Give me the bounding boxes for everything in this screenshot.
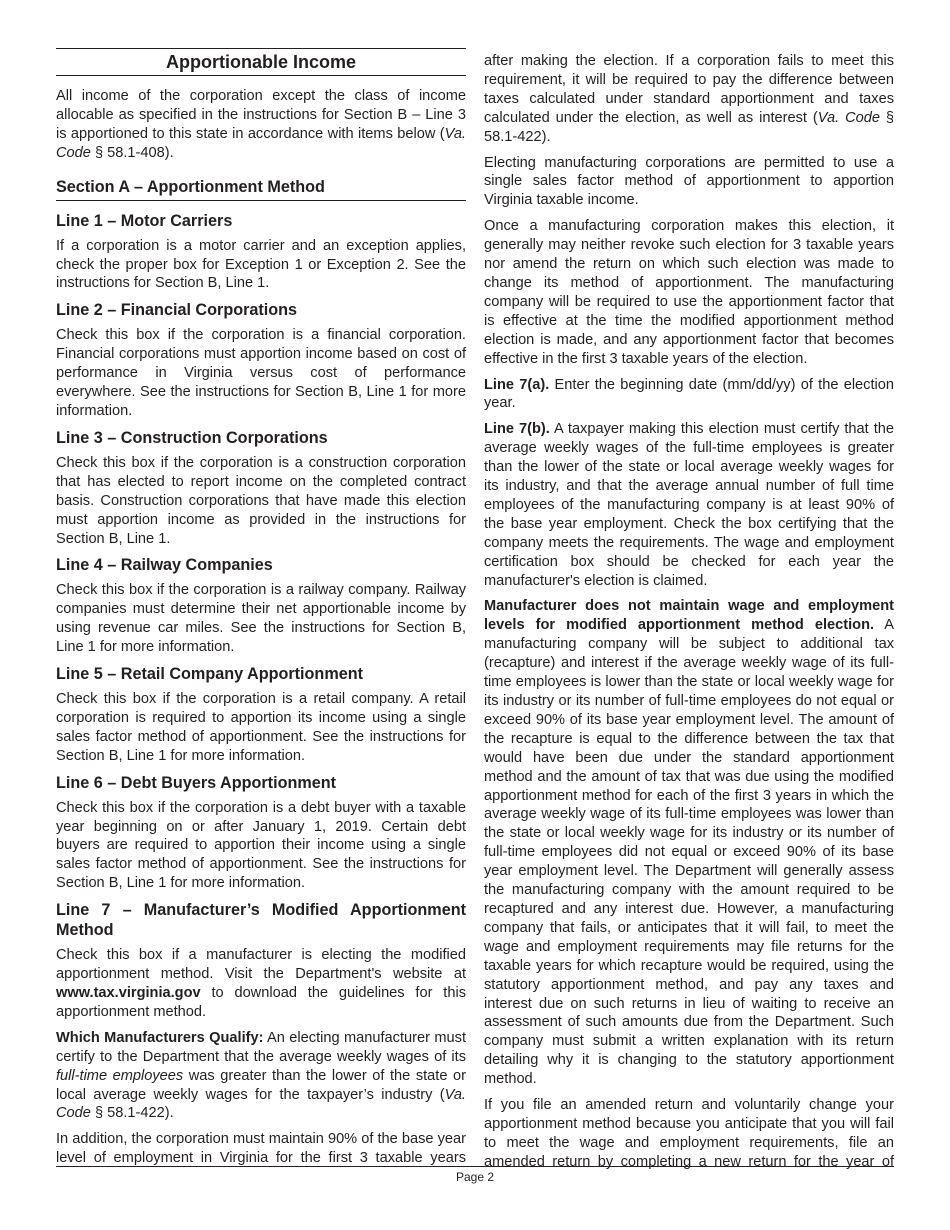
- line-1-heading: Line 1 – Motor Carriers: [56, 211, 233, 230]
- section-a-heading: Section A – Apportionment Method: [56, 177, 466, 201]
- page-title: Apportionable Income: [56, 48, 466, 76]
- addition-paragraph: In addition, the corporation must maintain 90% of the base year level of employment in Virginia for the first 3 taxable years: [56, 1131, 466, 1167]
- line-6-body: Check this box if the corporation is a debt buyer with a taxable year beginning on or after January 1, 2019. Certain debt buyers are required to apportion their income using a single sales factor method of apportionment. See the instructions for Section B, Line 1 for more information.: [56, 799, 466, 892]
- line-4-body: Check this box if the corporation is a railway company. Railway companies must determine their net apportionable income by using revenue car miles. See the instructions for Section B, Line 1 for more information.: [56, 582, 466, 656]
- line-2-body: Check this box if the corporation is a financial corporation. Financial corporations must apportion income based on cost of performance in Virginia versus cost of performance everywhere. See the instructions for Section B, Line 1 for more information.: [56, 327, 466, 419]
- line-2-heading: Line 2 – Financial Corporations: [56, 301, 298, 320]
- line-3-heading: Line 3 – Construction Corporations: [56, 428, 328, 447]
- not-maintain-paragraph: Manufacturer does not maintain wage and employment levels for modified apportionment method election. A manufacturing company will be subject to additional tax (recapture) and interest if the average weekly wage of its full-time employees is lower than the state or local weekly wage for its industry or its number of full-time employees do not equal or exceed 90% of its base year employment level. The amount of the recapture is equal to the difference between the tax that would have been due under the standard apportionment method and the amount of tax that was due using the modified apportionment method for each of the first 3 years in which the average weekly wage of its full-time employees was lower than the state or local weekly wage for its industry or its number of full-time employees did not equal or exceed 90% of its base year employment level. The Department will generally assess the manufacturing company with the amount required to be recaptured and any interest due. However, a manufacturing company that fails, or anticipates that it will fail, to meet the wage and employment requirements may file returns for the taxable years for which recapture would be required, using the statutory apportionment method, and pay any taxes and interest due on such returns in lieu of waiting to receive an assessment of such amounts due from the Department. Such company must submit a written explanation with its return detailing why it is changing to the statutory apportionment method.: [484, 598, 895, 1088]
- code-citation: Va. Code: [56, 125, 466, 161]
- line-6-heading: Line 6 – Debt Buyers Apportionment: [56, 773, 337, 792]
- website-link[interactable]: www.tax.virginia.gov: [56, 985, 201, 1001]
- line-1-body: If a corporation is a motor carrier and an exception applies, check the proper box for Exception 1 or Exception 2. See the instructions for Section B, Line 1.: [56, 237, 466, 292]
- line-7-body: Check this box if a manufacturer is electing the modified apportionment method. Visit the Department's website at www.tax.virginia.gov to download the guidelines for this apportionment method.: [56, 947, 466, 1020]
- line-3-body: Check this box if the corporation is a construction corporation that has elected to report income on the completed contract basis. Construction corporations that have made this election must apportion income as provided in the instructions for Section B, Line 1.: [56, 454, 466, 547]
- electing-paragraph: Electing manufacturing corporations are permitted to use a single sales factor method of apportionment to apportion Virginia taxable income.: [484, 154, 894, 209]
- footer-divider: [56, 1166, 894, 1167]
- left-column: [56, 87, 466, 1175]
- line-7a-paragraph: Line 7(a). Enter the beginning date (mm/dd/yy) of the election year.: [484, 376, 894, 412]
- amended-paragraph: If you file an amended return and voluntarily change your apportionment method because you anticipate that you will fail to meet the wage and employment requirements, file an amended return by completing a new return for the year of: [484, 1097, 894, 1170]
- line-7-heading: Line 7 – Manufacturer’s Modified Apportionment Method: [56, 901, 466, 940]
- qualify-lead: Which Manufacturers Qualify:: [56, 1029, 264, 1046]
- continuation-paragraph: after making the election. If a corporation fails to meet this requirement, it will be required to pay the difference between taxes calculated under standard apportionment and taxes calculated under the election, as well as interest (Va. Code § 58.1-422).: [484, 53, 895, 145]
- line-5-body: Check this box if the corporation is a retail company. A retail corporation is required to apportion its income using a single sales factor method of apportionment. See the instructions for Section B, Line 1 for more information.: [56, 691, 466, 764]
- line-4-heading: Line 4 – Railway Companies: [56, 556, 273, 575]
- page-number: Page 2: [455, 1170, 495, 1184]
- right-column: [484, 52, 894, 1179]
- line-5-heading: Line 5 – Retail Company Apportionment: [56, 665, 363, 684]
- qualify-paragraph: Which Manufacturers Qualify: An electing manufacturer must certify to the Department that the average weekly wages of its full-time employees was greater than the lower of the state or local average weekly wages for the taxpayer’s industry (Va. Code § 58.1-422).: [56, 1029, 467, 1122]
- intro-paragraph: All income of the corporation except the class of income allocable as specified in the instructions for Section B – Line 3 is apportioned to this state in accordance with items below (Va. Code § 58.1-408).: [56, 88, 466, 161]
- line-7b-paragraph: Line 7(b). A taxpayer making this election must certify that the average weekly wages of the full-time employees is greater than the lower of the state or local average weekly wages for its industry, and that the average annual number of full time employees of the manufacturing company is at least 90% of the base year employment. Check the box certifying that the company meets the requirements. The wage and employment certification box should be checked for each year the manufacturer's election is claimed.: [484, 421, 894, 589]
- once-paragraph: Once a manufacturing corporation makes this election, it generally may neither revoke such election for 3 taxable years nor amend the return on which such election was made to change its method of apportionment. The manufacturing company will be required to use the apportionment factor that is effective at the time the modified apportionment method election is made, and any apportionment factor that becomes effective in the first 3 taxable years of the election.: [484, 218, 894, 367]
